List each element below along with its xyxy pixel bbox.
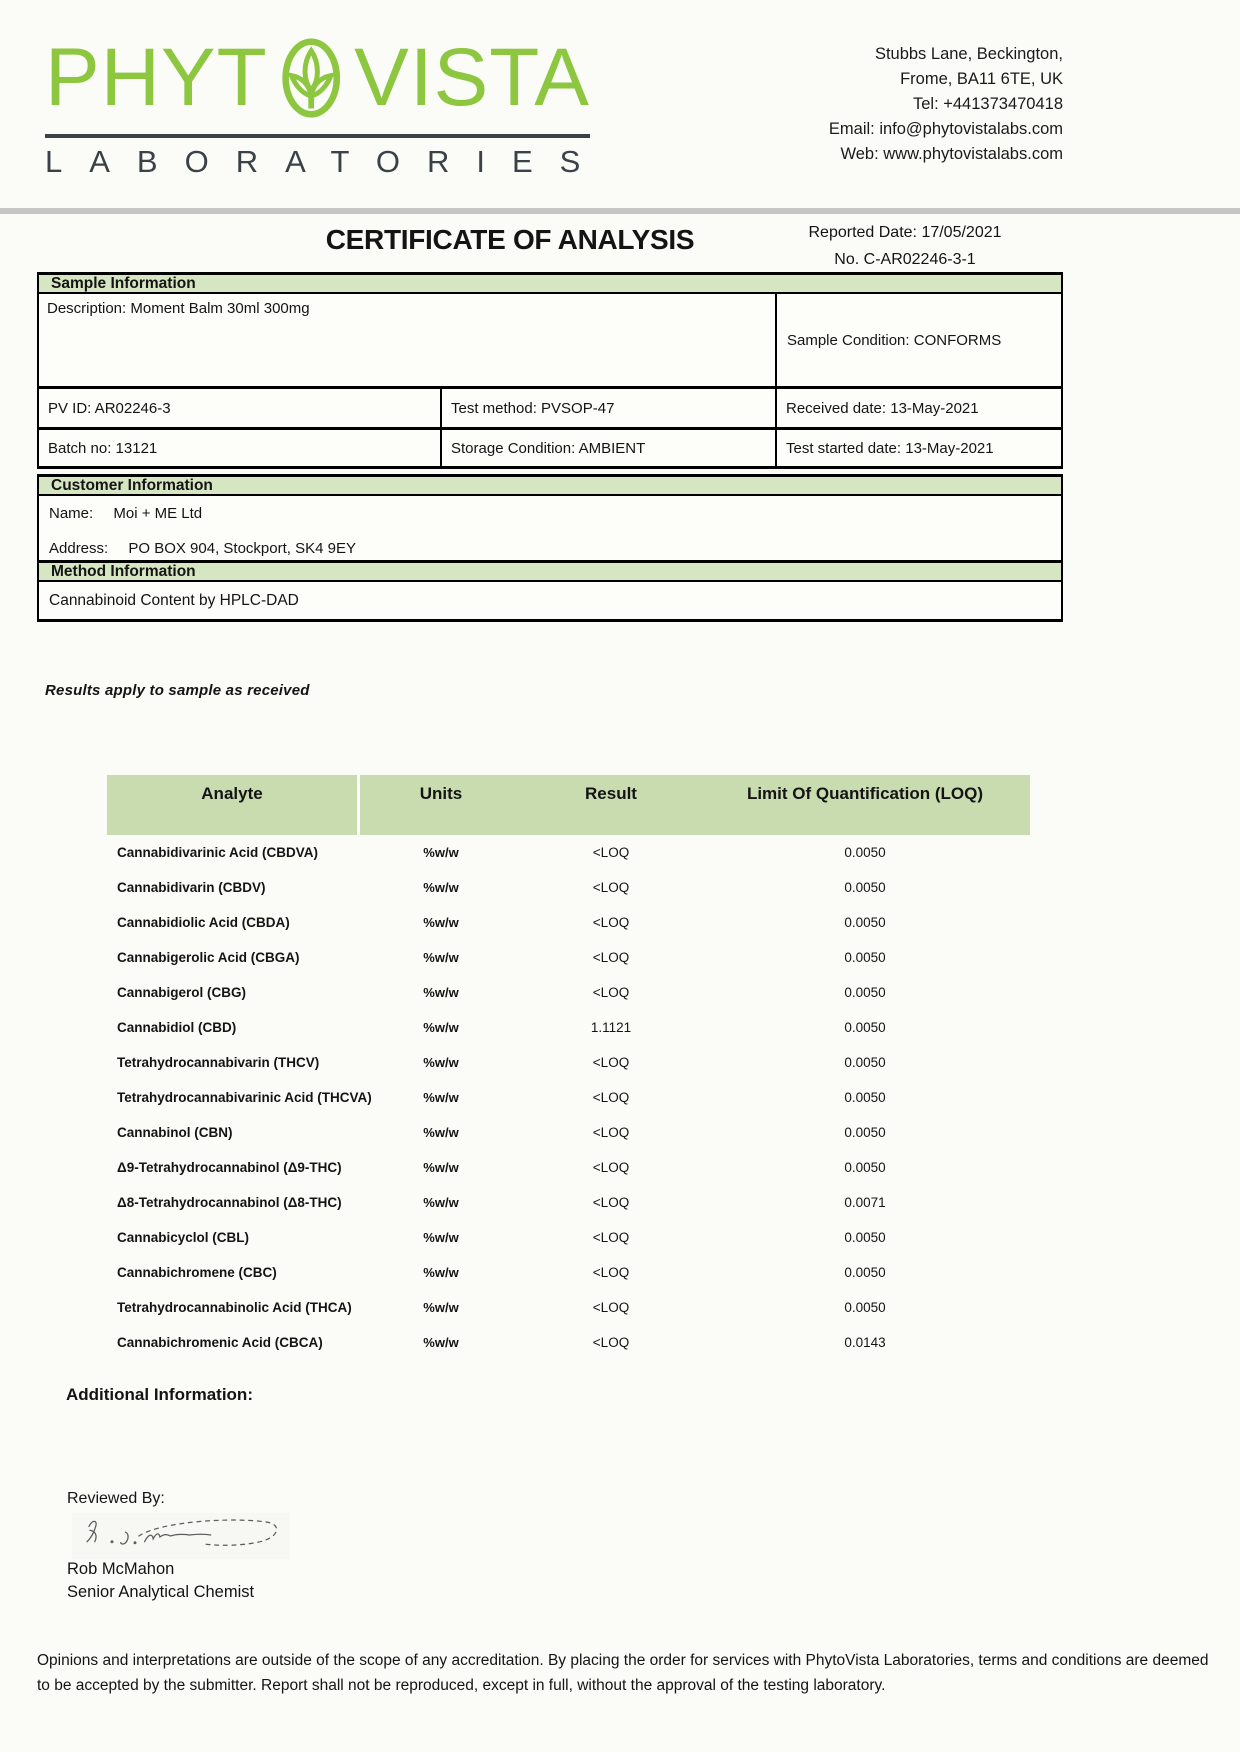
analyte-loq: 0.0050: [844, 1265, 886, 1280]
customer-address-label: Address:: [49, 540, 109, 557]
analyte-result: <LOQ: [592, 1335, 630, 1350]
analyte-units: %w/w: [423, 1125, 459, 1140]
results-note: Results apply to sample as received: [45, 682, 310, 699]
description-cell: Description: Moment Balm 30ml 300mg: [39, 294, 777, 386]
table-row: [107, 1045, 1030, 1080]
analyte-result: <LOQ: [592, 1195, 630, 1210]
column-header-result: Result: [585, 784, 637, 803]
table-row: [107, 870, 1030, 905]
signer-title: Senior Analytical Chemist: [67, 1583, 255, 1601]
table-row: [107, 1185, 1030, 1220]
sample-row-ids: [37, 386, 1063, 427]
column-header-units: Units: [419, 784, 463, 803]
customer-information-header: Customer Information: [37, 474, 1063, 496]
table-row: [107, 1290, 1030, 1325]
analyte-name: Cannabigerol (CBG): [117, 985, 247, 1000]
analyte-loq: 0.0050: [844, 915, 886, 930]
table-row: [107, 1010, 1030, 1045]
analyte-units: %w/w: [423, 1195, 459, 1210]
analyte-result: <LOQ: [592, 1265, 630, 1280]
table-row: [107, 1220, 1030, 1255]
table-row: [107, 1255, 1030, 1290]
test-method-cell: Test method: PVSOP-47: [442, 389, 777, 427]
analyte-units: %w/w: [423, 845, 459, 860]
customer-name-value: Moi + ME Ltd: [113, 505, 203, 522]
method-information-section: [37, 560, 1063, 622]
analyte-units: %w/w: [423, 1265, 459, 1280]
analyte-name: Cannabidivarin (CBDV): [117, 880, 266, 895]
brand-logo: [45, 26, 608, 180]
analyte-units: %w/w: [423, 1230, 459, 1245]
analyte-name: Cannabichromenic Acid (CBCA): [117, 1335, 323, 1350]
analyte-loq: 0.0050: [844, 845, 886, 860]
additional-information-label: Additional Information:: [66, 1385, 253, 1404]
table-row: [107, 1150, 1030, 1185]
analyte-result: <LOQ: [592, 1300, 630, 1315]
analyte-loq: 0.0143: [844, 1335, 886, 1350]
analyte-name: Cannabicyclol (CBL): [117, 1230, 250, 1245]
analyte-result: <LOQ: [592, 1230, 630, 1245]
analyte-units: %w/w: [423, 1090, 459, 1105]
analyte-units: %w/w: [423, 950, 459, 965]
analyte-result: <LOQ: [592, 985, 630, 1000]
analyte-result: <LOQ: [592, 1055, 630, 1070]
analyte-units: %w/w: [423, 1055, 459, 1070]
analyte-name: Tetrahydrocannabinolic Acid (THCA): [117, 1300, 352, 1315]
analyte-name: Cannabidivarinic Acid (CBDVA): [117, 845, 319, 860]
analyte-loq: 0.0050: [844, 950, 886, 965]
test-started-date-cell: Test started date: 13-May-2021: [786, 439, 994, 457]
analyte-loq: 0.0050: [844, 1020, 886, 1035]
analyte-loq: 0.0050: [844, 1160, 886, 1175]
web-line: Web: www.phytovistalabs.com: [840, 145, 1063, 163]
pv-id-cell: PV ID: AR02246-3: [39, 389, 442, 427]
analyte-units: %w/w: [423, 1160, 459, 1175]
analyte-loq: 0.0050: [844, 1230, 886, 1245]
analyte-loq: 0.0050: [844, 1300, 886, 1315]
analyte-name: Δ9-Tetrahydrocannabinol (Δ9-THC): [117, 1160, 342, 1175]
sample-information-section: [37, 272, 1063, 469]
analyte-result: <LOQ: [592, 950, 630, 965]
customer-name-line: [49, 505, 1051, 522]
customer-address-value: PO BOX 904, Stockport, SK4 9EY: [128, 540, 356, 557]
logo-text-phyt: PHYT: [45, 32, 268, 123]
analyte-name: Cannabichromene (CBC): [117, 1265, 277, 1280]
signer-name: Rob McMahon: [67, 1560, 175, 1578]
analyte-result: <LOQ: [592, 1160, 630, 1175]
analyte-name: Tetrahydrocannabivarin (THCV): [117, 1055, 320, 1070]
analyte-loq: 0.0050: [844, 880, 886, 895]
leaf-icon: [270, 26, 352, 130]
column-header-loq: Limit Of Quantification (LOQ): [746, 784, 984, 803]
results-table-header: [107, 775, 1030, 835]
signature: [72, 1513, 290, 1559]
analyte-name: Cannabidiol (CBD): [117, 1020, 237, 1035]
table-row: [107, 1325, 1030, 1360]
storage-condition-cell: Storage Condition: AMBIENT: [442, 430, 777, 466]
analyte-result: <LOQ: [592, 845, 630, 860]
analyte-loq: 0.0050: [844, 1055, 886, 1070]
address-line-1: Stubbs Lane, Beckington,: [874, 45, 1063, 63]
analyte-name: Tetrahydrocannabivarinic Acid (THCVA): [117, 1090, 372, 1105]
analyte-loq: 0.0050: [844, 985, 886, 1000]
sample-information-header: Sample Information: [37, 272, 1063, 294]
phone-line: Tel: +441373470418: [912, 95, 1063, 113]
analyte-name: Cannabigerolic Acid (CBGA): [117, 950, 300, 965]
analyte-name: Δ8-Tetrahydrocannabinol (Δ8-THC): [117, 1195, 342, 1210]
report-number: No. C-AR02246-3-1: [834, 251, 976, 268]
signature-scribble: [72, 1513, 290, 1559]
analyte-units: %w/w: [423, 985, 459, 1000]
analyte-result: <LOQ: [592, 1125, 630, 1140]
sample-condition-cell: Sample Condition: CONFORMS: [787, 331, 1002, 349]
logo-laboratories: LABORATORIES: [45, 144, 608, 179]
results-table: [107, 775, 1030, 1360]
analyte-name: Cannabinol (CBN): [117, 1125, 233, 1140]
sample-row-batch: [37, 427, 1063, 469]
sample-row-description: [37, 294, 1063, 386]
header-divider: [0, 208, 1240, 214]
logo-wordmark: [45, 26, 590, 130]
analyte-units: %w/w: [423, 880, 459, 895]
footer-disclaimer: Opinions and interpretations are outside of the scope of any accreditation. By placing the order for services with PhytoVista Laboratories, terms and conditions are deemed to be accepted by the submitter. Report shall not be reproduced, except in full, without the approval of the testing laboratory.: [37, 1652, 1209, 1694]
table-row: [107, 1080, 1030, 1115]
reviewed-by-label: Reviewed By:: [67, 1490, 165, 1507]
method-cell: Cannabinoid Content by HPLC-DAD: [37, 582, 1063, 622]
analyte-loq: 0.0050: [844, 1125, 886, 1140]
email-line: Email: info@phytovistalabs.com: [828, 120, 1063, 138]
customer-address-line: [49, 540, 1051, 557]
analyte-result: <LOQ: [592, 880, 630, 895]
table-row: [107, 940, 1030, 975]
analyte-name: Cannabidiolic Acid (CBDA): [117, 915, 290, 930]
analyte-units: %w/w: [423, 1020, 459, 1035]
analyte-result: <LOQ: [592, 1090, 630, 1105]
address-line-2: Frome, BA11 6TE, UK: [900, 70, 1063, 88]
table-row: [107, 835, 1030, 870]
table-row: [107, 1115, 1030, 1150]
results-rows: [107, 835, 1030, 1360]
logo-divider: [45, 134, 590, 138]
table-row: [107, 905, 1030, 940]
customer-name-label: Name:: [49, 505, 94, 522]
batch-no-cell: Batch no: 13121: [39, 430, 442, 466]
analyte-result: 1.1121: [590, 1020, 632, 1035]
lab-contact-block: [829, 42, 1063, 167]
reported-date: Reported Date: 17/05/2021: [808, 224, 1002, 241]
received-date-cell: Received date: 13-May-2021: [786, 399, 979, 417]
analyte-loq: 0.0050: [844, 1090, 886, 1105]
method-information-header: Method Information: [37, 560, 1063, 582]
column-header-analyte: Analyte: [107, 775, 360, 835]
logo-text-vista: VISTA: [354, 32, 590, 123]
page-title: CERTIFICATE OF ANALYSIS: [325, 224, 695, 255]
analyte-result: <LOQ: [592, 915, 630, 930]
analyte-units: %w/w: [423, 1335, 459, 1350]
analyte-units: %w/w: [423, 1300, 459, 1315]
table-row: [107, 975, 1030, 1010]
analyte-units: %w/w: [423, 915, 459, 930]
analyte-loq: 0.0071: [844, 1195, 886, 1210]
